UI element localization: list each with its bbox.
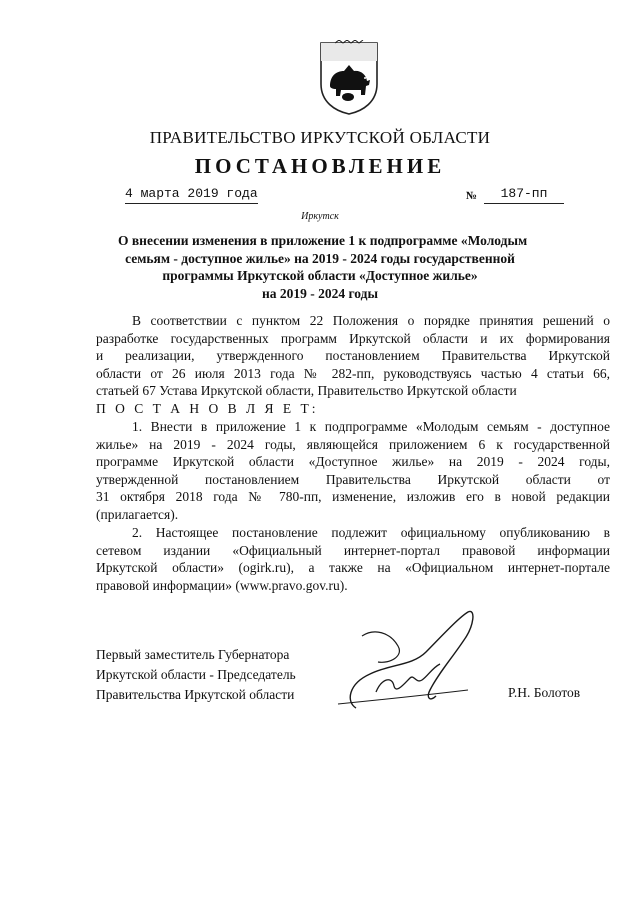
body-line: разработке государственных программ Иркутской области и их формирования <box>96 330 610 346</box>
body-line: 31 октября 2018 года № 780-пп, изменение, изложив его в новой редакции <box>96 489 610 505</box>
body-line: жилье» на 2019 - 2024 годы, являющейся приложением 6 к государственной <box>96 436 610 452</box>
body-line: правовой информации» (www.pravo.gov.ru). <box>96 577 348 593</box>
body-line: области от 26 июля 2013 года № 282-пп, руководствуясь частью 4 статьи 66, <box>96 365 610 381</box>
date-underline <box>125 203 258 204</box>
number-underline <box>484 203 564 204</box>
body-line: статьей 67 Устава Иркутской области, Правительство Иркутской области <box>96 383 517 399</box>
city-name: Иркутск <box>301 211 339 222</box>
number-label: № <box>466 190 478 202</box>
position-line: Иркутской области - Председатель <box>96 667 296 682</box>
preamble-paragraph <box>96 312 610 418</box>
body-line: Иркутской области» (ogirk.ru), а также на «Официальном интернет-портале <box>96 560 610 576</box>
body-line: В соответствии с пунктом 22 Положения о порядке принятия решений о <box>132 313 610 328</box>
resolves-heading: П О С Т А Н О В Л Я Е Т: <box>96 400 319 416</box>
body-line: утвержденной постановлением Правительства Иркутской области от <box>96 471 610 487</box>
body-line: (прилагается). <box>96 506 179 522</box>
signatory-position <box>96 645 296 705</box>
position-line: Правительства Иркутской области <box>96 687 295 702</box>
document-number: 187-пп <box>500 186 548 201</box>
body-line: программе Иркутской области «Доступное жилье» на 2019 - 2024 годы, <box>96 454 610 470</box>
body-line: 2. Настоящее постановление подлежит официальному опубликованию в <box>132 525 610 540</box>
document-type-title: ПОСТАНОВЛЕНИЕ <box>194 154 446 178</box>
handwritten-signature-icon <box>318 606 498 716</box>
paragraph-1 <box>96 418 610 524</box>
subject-line: семьям - доступное жилье» на 2019 - 2024 годы государственной <box>125 250 515 266</box>
document-subject <box>118 232 528 302</box>
subject-line: О внесении изменения в приложение 1 к подпрограмме «Молодым <box>118 233 528 248</box>
paragraph-2 <box>96 524 610 594</box>
body-line: 1. Внести в приложение 1 к подпрограмме «Молодым семьям - доступное <box>132 419 610 434</box>
body-line: сетевом издании «Официальный интернет-портал правовой информации <box>96 542 610 558</box>
body-line: и реализации, утвержденного постановлением Правительства Иркутской <box>96 348 610 364</box>
signatory-name: Р.Н. Болотов <box>508 685 581 700</box>
coat-of-arms-irkutsk-icon <box>318 40 380 116</box>
government-title: ПРАВИТЕЛЬСТВО ИРКУТСКОЙ ОБЛАСТИ <box>149 128 491 147</box>
position-line: Первый заместитель Губернатора <box>96 647 290 662</box>
document-date: 4 марта 2019 года <box>125 186 258 201</box>
subject-line: программы Иркутской области «Доступное жилье» <box>162 268 478 283</box>
subject-line: на 2019 - 2024 годы <box>261 285 379 301</box>
